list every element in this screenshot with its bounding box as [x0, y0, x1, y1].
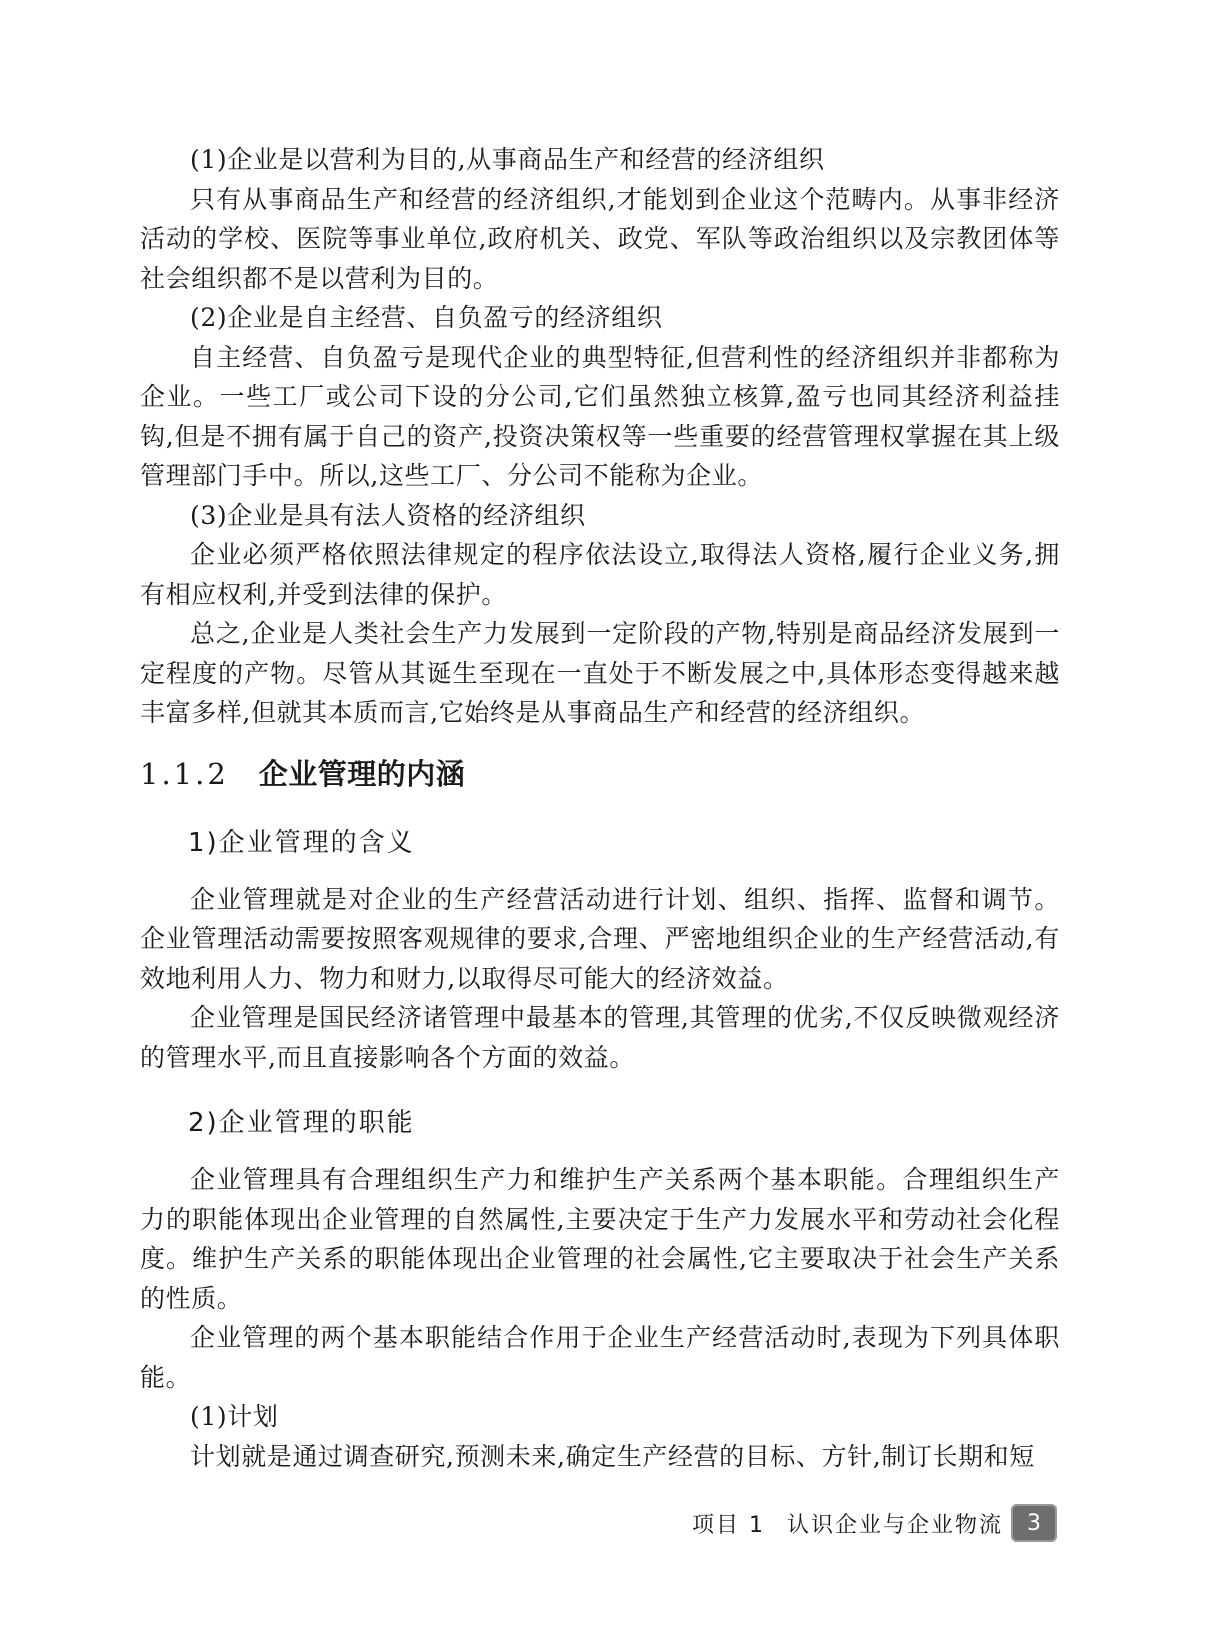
paragraph: 只有从事商品生产和经营的经济组织,才能划到企业这个范畴内。从事非经济活动的学校、医院等事业单位,政府机关、政党、军队等政治组织以及宗教团体等社会组织都不是以营利为目的。 [140, 184, 1060, 293]
page-footer [692, 1503, 1057, 1543]
characteristic-heading-3: (3)企业是具有法人资格的经济组织 [190, 500, 586, 530]
section-title: 企业管理的内涵 [258, 756, 466, 791]
paragraph: 企业管理就是对企业的生产经营活动进行计划、组织、指挥、监督和调节。企业管理活动需要按照客观规律的要求,合理、严密地组织企业的生产经营活动,有效地利用人力、物力和财力,以取得尽可能大的经济效益。 [140, 884, 1060, 993]
characteristic-heading-2: (2)企业是自主经营、自负盈亏的经济组织 [190, 303, 663, 332]
function-heading-plan: (1)计划 [190, 1402, 279, 1431]
paragraph: 总之,企业是人类社会生产力发展到一定阶段的产物,特别是商品经济发展到一定程度的产物。尽管从其诞生至现在一直处于不断发展之中,具体形态变得越来越丰富多样,但就其本质而言,它始终是从事商品生产和经营的经济组织。 [140, 619, 1060, 727]
paragraph: 企业管理的两个基本职能结合作用于企业生产经营活动时,表现为下列具体职能。 [140, 1323, 1060, 1392]
section-heading [140, 751, 1060, 797]
page-content [140, 140, 1060, 1476]
section-number: 1.1.2 [140, 756, 229, 791]
paragraph: 企业必须严格依照法律规定的程序依法设立,取得法人资格,履行企业义务,拥有相应权利,并受到法律的保护。 [140, 540, 1060, 609]
paragraph: 企业管理具有合理组织生产力和维护生产关系两个基本职能。合理组织生产力的职能体现出企业管理的自然属性,主要决定于生产力发展水平和劳动社会化程度。维护生产关系的职能体现出企业管理的社会属性,它主要取决于社会生产关系的性质。 [140, 1165, 1060, 1313]
footer-project: 项目 1 [691, 1512, 765, 1538]
characteristic-heading-1: (1)企业是以营利为目的,从事商品生产和经营的经济组织 [190, 145, 825, 174]
paragraph: 计划就是通过调查研究,预测未来,确定生产经营的目标、方针,制订长期和短 [190, 1441, 1035, 1471]
paragraph: 企业管理是国民经济诸管理中最基本的管理,其管理的优劣,不仅反映微观经济的管理水平,而且直接影响各个方面的效益。 [140, 1003, 1060, 1072]
subsection-heading-functions: 2)企业管理的职能 [188, 1108, 415, 1138]
paragraph: 自主经营、自负盈亏是现代企业的典型特征,但营利性的经济组织并非都称为企业。一些工厂或公司下设的分公司,它们虽然独立核算,盈亏也同其经济利益挂钩,但是不拥有属于自己的资产,投资决策权等一些重要的经营管理权掌握在其上级管理部门手中。所以,这些工厂、分公司不能称为企业。 [140, 342, 1060, 490]
footer-title: 认识企业与企业物流 [786, 1512, 1003, 1538]
subsection-heading-meaning: 1)企业管理的含义 [188, 827, 415, 858]
page-number-badge: 3 [1011, 1504, 1057, 1542]
